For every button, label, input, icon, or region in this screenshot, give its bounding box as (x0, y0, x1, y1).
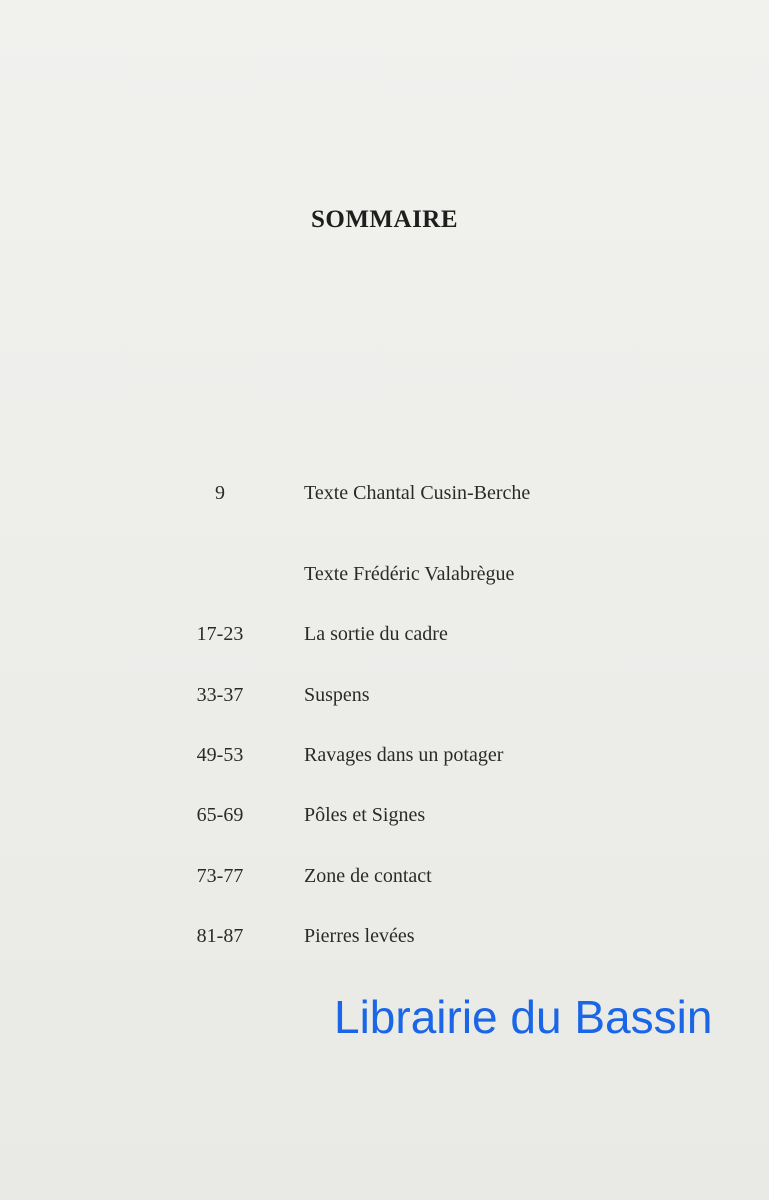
toc-entry (0, 865, 769, 895)
toc-page-numbers: 33-37 (196, 684, 244, 706)
toc-entry (0, 482, 769, 512)
toc-page-numbers: 17-23 (196, 623, 244, 645)
toc-entry-title: La sortie du cadre (304, 623, 448, 645)
toc-entry-title: Ravages dans un potager (304, 744, 504, 766)
toc-entry (0, 925, 769, 955)
toc-entry-title: Zone de contact (304, 865, 432, 887)
toc-entry (0, 744, 769, 774)
toc-page-numbers: 49-53 (196, 744, 244, 766)
toc-entry-title: Pôles et Signes (304, 804, 426, 826)
bookseller-watermark: Librairie du Bassin (334, 991, 713, 1043)
toc-entry-title: Suspens (304, 684, 370, 706)
toc-page-numbers: 73-77 (196, 865, 244, 887)
toc-entry (0, 623, 769, 653)
toc-entry (0, 684, 769, 714)
page-title: SOMMAIRE (310, 206, 459, 233)
toc-page-numbers: 9 (215, 482, 225, 504)
toc-entry-title: Pierres levées (304, 925, 415, 947)
toc-entry-title: Texte Frédéric Valabrègue (304, 563, 515, 585)
toc-entry (0, 563, 769, 593)
toc-page-numbers: 81-87 (196, 925, 244, 947)
toc-page-numbers: 65-69 (196, 804, 244, 826)
toc-entry-title: Texte Chantal Cusin-Berche (304, 482, 531, 504)
toc-entry (0, 804, 769, 834)
